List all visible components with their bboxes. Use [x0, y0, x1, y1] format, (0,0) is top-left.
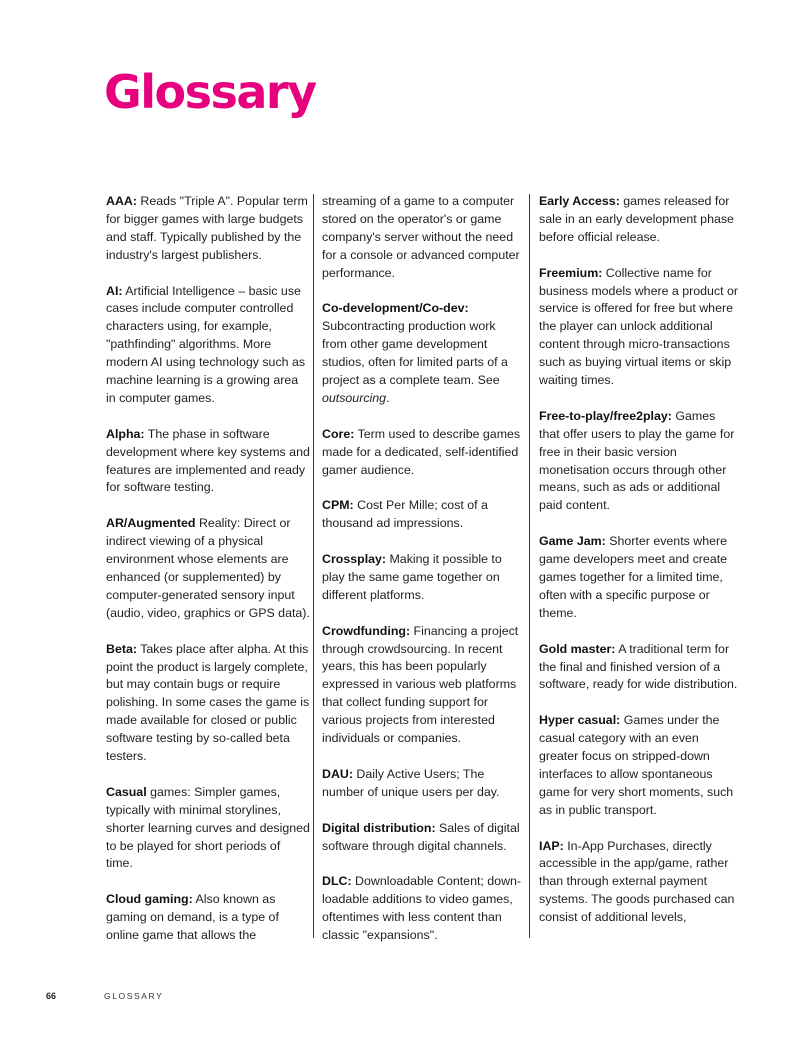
glossary-term: Crowdfunding:	[322, 623, 411, 638]
glossary-definition: games: Simpler games, typically with minimal storylines, shorter learning curves and designed to be played for short periods of time.	[106, 784, 310, 871]
glossary-term: Hyper casual:	[539, 713, 621, 728]
glossary-entry	[322, 623, 522, 748]
glossary-entry	[106, 283, 310, 408]
glossary-term: Freemium:	[539, 265, 603, 280]
glossary-entry	[322, 426, 522, 480]
glossary-entry	[322, 300, 522, 407]
glossary-entry	[539, 408, 739, 515]
glossary-term: AI:	[106, 283, 123, 298]
glossary-term: AR/Augmented	[106, 516, 196, 531]
glossary-definition: Reads "Triple A". Popular term for bigger games with large budgets and staff. Typically published by the industry's largest publishers.	[106, 194, 308, 262]
glossary-definition: Games that offer users to play the game for free in their basic version monetisation occurs through other means, such as ads or additional paid content.	[539, 408, 735, 513]
glossary-term: Alpha:	[106, 426, 145, 441]
glossary-definition: In-App Purchases, directly accessible in the app/game, rather than through external payment systems. The goods purchased can consist of additional levels,	[539, 838, 735, 925]
glossary-entry	[539, 193, 739, 247]
glossary-definition: Games under the casual category with an even greater focus on stripped-down interfaces to allow spontaneous game for very short moments, such as in public transport.	[539, 713, 734, 817]
glossary-definition: Cost Per Mille; cost of a thousand ad impressions.	[322, 498, 488, 531]
glossary-definition: Daily Active Users; The number of unique users per day.	[322, 766, 500, 799]
glossary-entry	[106, 784, 310, 874]
glossary-term: Gold master:	[539, 641, 616, 656]
glossary-term: AAA:	[106, 194, 137, 208]
glossary-term: Free-to-play/free2play:	[539, 408, 672, 423]
glossary-column-3	[539, 193, 739, 945]
glossary-definition: games released for sale in an early development phase before official release.	[539, 194, 734, 244]
glossary-entry	[322, 873, 522, 945]
glossary-entry	[106, 515, 310, 622]
glossary-entry	[322, 551, 522, 605]
page-number: 66	[46, 991, 57, 1001]
glossary-term: Beta:	[106, 641, 137, 656]
glossary-entry	[106, 891, 310, 945]
glossary-definition: Collective name for business models where a product or service is offered for free but where the player can unlock additional content through micro-transactions such as buying virtual items or skip waiting times.	[539, 265, 739, 388]
glossary-entry	[322, 497, 522, 533]
glossary-column-2	[322, 193, 522, 963]
glossary-term: Cloud gaming:	[106, 892, 193, 907]
glossary-term: Game Jam:	[539, 534, 606, 549]
running-footer: GLOSSARY	[104, 991, 164, 1001]
glossary-definition: Downloadable Content; down-loadable additions to video games, oftentimes with less content than classic "expansions".	[322, 874, 522, 943]
glossary-column-1	[106, 193, 310, 963]
glossary-definition-tail: .	[386, 390, 390, 405]
glossary-definition: Takes place after alpha. At this point the product is largely complete, but may contain bugs or require polishing. In some cases the game is made available for closed or public software testing by so-called beta testers.	[106, 641, 310, 764]
glossary-entry	[539, 641, 739, 695]
glossary-entry	[539, 533, 739, 623]
glossary-definition: Financing a project through crowdsourcing. In recent years, this has been popularly expressed in various web platforms that collect funding support for various projects from interested individuals or companies.	[322, 623, 519, 746]
glossary-term: Crossplay:	[322, 552, 387, 567]
glossary-definition: streaming of a game to a computer stored on the operator's or game company's server without the need for a console or advanced computer performance.	[322, 194, 520, 280]
glossary-term: Early Access:	[539, 194, 620, 208]
glossary-term: DAU:	[322, 766, 353, 781]
glossary-entry	[106, 426, 310, 498]
page-title: Glossary	[104, 65, 316, 119]
glossary-definition: Reality: Direct or indirect viewing of a physical environment whose elements are enhanced (or supplemented) by computer-generated sensory input (audio, video, graphics or GPS data).	[106, 516, 310, 620]
glossary-entry	[106, 641, 310, 766]
glossary-term: Digital distribution:	[322, 820, 436, 835]
glossary-term: CPM:	[322, 498, 354, 513]
glossary-definition: Artificial Intelligence – basic use cases include computer controlled characters using, for example, "pathfinding" algorithms. More modern AI using technology such as machine learning is a growing area in computer games.	[106, 283, 306, 405]
glossary-term: Casual	[106, 784, 147, 799]
glossary-definition: Also known as gaming on demand, is a type of online game that allows the	[106, 892, 279, 943]
glossary-definition: Sales of digital software through digital channels.	[322, 820, 520, 853]
glossary-term: Co-development/Co-dev:	[322, 301, 469, 316]
glossary-definition: Shorter events where game developers meet and create games together for a limited time, often with a specific purpose or theme.	[539, 534, 728, 620]
glossary-entry	[322, 820, 522, 856]
column-divider	[313, 194, 314, 938]
column-divider	[529, 194, 530, 938]
glossary-reference: outsourcing	[322, 390, 387, 405]
glossary-definition: Term used to describe games made for a dedicated, self-identified gamer audience.	[322, 426, 521, 477]
glossary-entry	[539, 712, 739, 819]
glossary-term: IAP:	[539, 838, 564, 853]
glossary-definition: Making it possible to play the same game together on different platforms.	[322, 552, 502, 602]
glossary-definition: Subcontracting production work from other game development studios, often for limited parts of a project as a complete team. See	[322, 319, 508, 388]
glossary-definition: The phase in software development where key systems and features are implemented and ready for software testing.	[106, 426, 310, 495]
glossary-entry	[539, 838, 739, 928]
glossary-term: DLC:	[322, 874, 352, 889]
glossary-term: Core:	[322, 426, 355, 441]
glossary-entry	[322, 193, 522, 283]
glossary-entry	[539, 265, 739, 390]
glossary-definition: A traditional term for the final and finished version of a software, ready for wide distribution.	[539, 641, 738, 692]
glossary-entry	[322, 766, 522, 802]
glossary-entry	[106, 193, 310, 265]
